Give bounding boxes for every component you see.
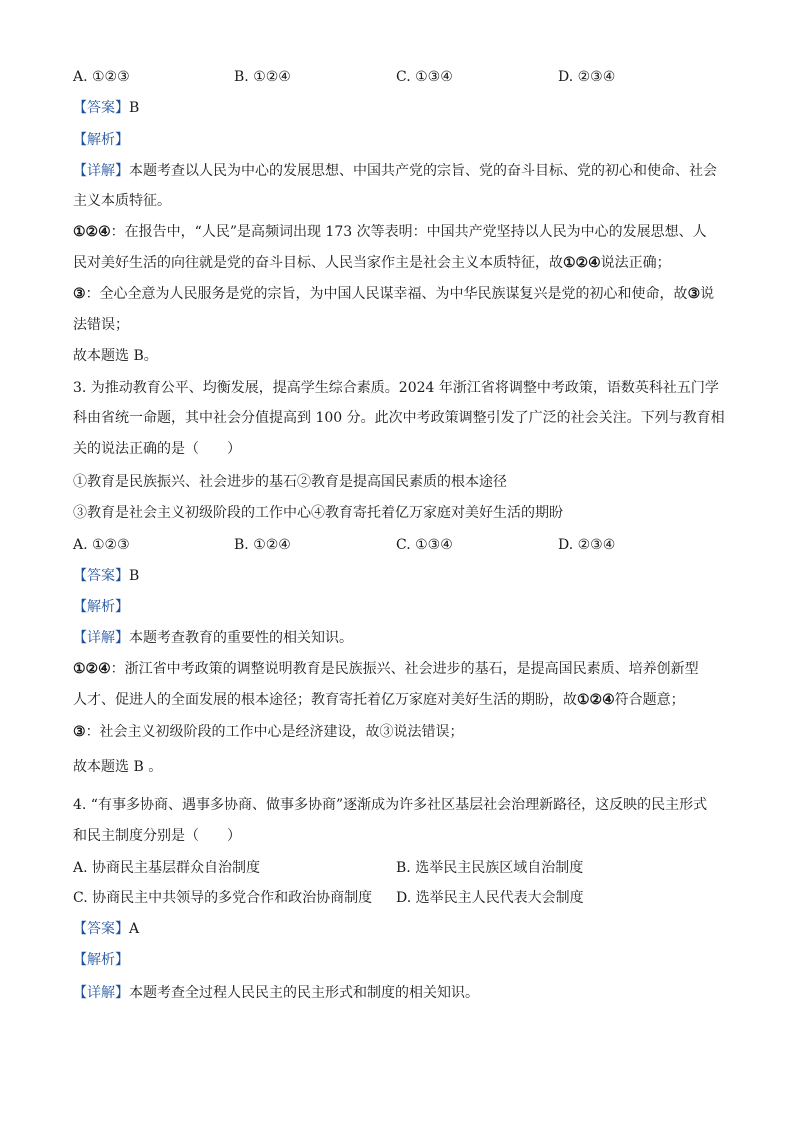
q3-point1-line-1 xyxy=(73,659,699,679)
detail-text: 本题考查以人民为中心的发展思想、中国共产党的宗旨、党的奋斗目标、党的初心和使命、社会 xyxy=(129,163,717,179)
detail-tag: 【详解】 xyxy=(73,985,129,1001)
point-text: 人才、促进人的全面发展的根本途径；教育寄托着亿万家庭对美好生活的期盼，故 xyxy=(73,692,577,708)
statement-numbers: ③ xyxy=(73,286,86,302)
q3-point2 xyxy=(73,722,464,742)
q4-option-c: C. 协商民主中共领导的多党合作和政治协商制度 xyxy=(73,890,373,906)
q2-detail-line-2: 主义本质特征。 xyxy=(73,193,171,209)
statement-numbers: ①②④ xyxy=(73,661,111,677)
detail-text: 本题考查教育的重要性的相关知识。 xyxy=(129,630,353,646)
q4-option-d: D. 选举民主人民代表大会制度 xyxy=(396,890,584,906)
q3-statements-2: ③教育是社会主义初级阶段的工作中心④教育寄托着亿万家庭对美好生活的期盼 xyxy=(73,505,563,521)
q2-option-b: B. ①②④ xyxy=(234,69,291,85)
point-text: 说法正确； xyxy=(600,255,671,271)
statement-numbers: ①②④ xyxy=(577,692,615,708)
q3-stem-line-3: 关的说法正确的是（ ） xyxy=(73,441,241,457)
q4-detail xyxy=(73,983,479,1003)
answer-value: B xyxy=(129,568,140,584)
point-text: ：在报告中，“人民”是高频词出现 173 次等表明：中国共产党坚持以人民为中心的发展思想、人 xyxy=(110,224,707,240)
q3-option-d: D. ②③④ xyxy=(558,537,616,553)
q3-answer xyxy=(73,566,139,586)
q2-conclusion: 故本题选 B。 xyxy=(73,348,158,364)
statement-numbers: ①②④ xyxy=(73,224,111,240)
q2-point2-line-2: 法错误； xyxy=(73,317,129,333)
point-text: ：全心全意为人民服务是党的宗旨，为中国人民谋幸福、为中华民族谋复兴是党的初心和使命，故 xyxy=(85,286,688,302)
statement-numbers: ③ xyxy=(73,724,86,740)
answer-tag: 【答案】 xyxy=(73,100,129,116)
point-text: 符合题意； xyxy=(614,692,685,708)
detail-tag: 【详解】 xyxy=(73,163,129,179)
q3-detail xyxy=(73,628,353,648)
detail-tag: 【详解】 xyxy=(73,630,129,646)
q3-statements-1: ①教育是民族振兴、社会进步的基石②教育是提高国民素质的根本途径 xyxy=(73,474,507,490)
q4-stem-line-1: 4. “有事多协商、遇事多协商、做事多协商”逐渐成为许多社区基层社会治理新路径，这反映的民主形式 xyxy=(73,797,708,813)
q2-point1-line-2 xyxy=(73,253,671,273)
q3-stem-line-1: 3. 为推动教育公平、均衡发展，提高学生综合素质。2024 年浙江省将调整中考政策，语数英科社五门学 xyxy=(73,380,719,396)
q3-analysis-heading xyxy=(73,597,129,617)
q3-option-a: A. ①②③ xyxy=(73,537,130,553)
point-text: ：浙江省中考政策的调整说明教育是民族振兴、社会进步的基石，是提高国民素质、培养创新型 xyxy=(110,661,699,677)
q2-option-c: C. ①③④ xyxy=(396,69,453,85)
q3-conclusion: 故本题选 B 。 xyxy=(73,759,163,775)
q2-answer xyxy=(73,98,139,118)
q2-option-d: D. ②③④ xyxy=(558,69,616,85)
q2-analysis-heading xyxy=(73,130,129,150)
statement-numbers: ①②④ xyxy=(563,255,601,271)
analysis-tag: 【解析】 xyxy=(73,952,129,968)
point-text: 民对美好生活的向往就是党的奋斗目标、人民当家作主是社会主义本质特征，故 xyxy=(73,255,563,271)
analysis-tag: 【解析】 xyxy=(73,599,129,615)
q3-point1-line-2 xyxy=(73,690,685,710)
q2-point2-line-1 xyxy=(73,284,714,304)
statement-numbers: ③ xyxy=(687,286,701,302)
answer-tag: 【答案】 xyxy=(73,921,129,937)
q4-option-a: A. 协商民主基层群众自治制度 xyxy=(73,860,261,876)
q4-option-b: B. 选举民主民族区域自治制度 xyxy=(396,860,584,876)
q2-option-a: A. ①②③ xyxy=(73,69,130,85)
point-text: 说 xyxy=(700,286,715,302)
q4-analysis-heading xyxy=(73,950,129,970)
answer-value: B xyxy=(129,100,140,116)
analysis-tag: 【解析】 xyxy=(73,132,129,148)
answer-tag: 【答案】 xyxy=(73,568,129,584)
detail-text: 本题考查全过程人民民主的民主形式和制度的相关知识。 xyxy=(129,985,479,1001)
q3-stem-line-2: 科由省统一命题，其中社会分值提高到 100 分。此次中考政策调整引发了广泛的社会关注。下列与教育相 xyxy=(73,410,725,426)
point-text: ：社会主义初级阶段的工作中心是经济建设，故③说法错误； xyxy=(85,724,464,740)
q3-option-c: C. ①③④ xyxy=(396,537,453,553)
answer-value: A xyxy=(129,921,140,937)
q4-answer xyxy=(73,919,139,939)
q3-option-b: B. ①②④ xyxy=(234,537,291,553)
q2-detail-line-1 xyxy=(73,161,717,181)
q4-stem-line-2: 和民主制度分别是（ ） xyxy=(73,828,241,844)
q2-point1-line-1 xyxy=(73,222,707,242)
